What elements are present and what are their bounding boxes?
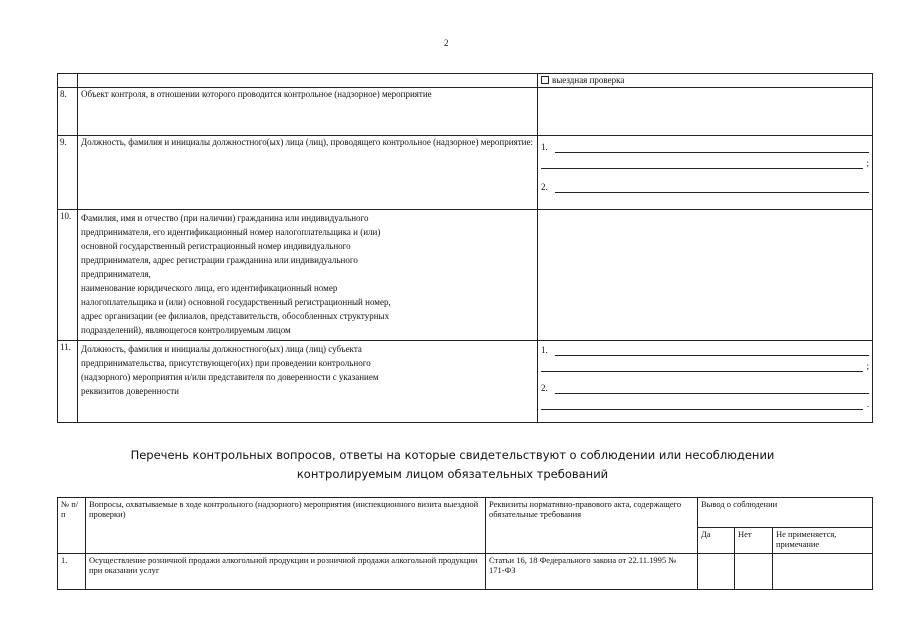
text-line: предпринимателя, его идентификационный номер налогоплательщика и (или) <box>81 227 381 237</box>
blank-label: 1. <box>541 142 548 152</box>
table-row <box>58 341 873 423</box>
text-line: Должность, фамилия и инициалы должностного(ых) лица (лиц) субъекта <box>81 344 362 354</box>
table-row <box>58 136 873 210</box>
text-line: предпринимателя, адрес регистрации гражданина или индивидуального <box>81 255 358 265</box>
row-number: 11. <box>58 341 78 423</box>
row-text: Должность, фамилия и инициалы должностного(ых) лица (лиц), проводящего контрольное (надзорное) мероприятие: <box>78 136 538 210</box>
col-questions-header: Вопросы, охватываемые в ходе контрольного (надзорного) мероприятия (инспекционного визита выездной проверки) <box>86 498 486 554</box>
row-text <box>78 341 538 423</box>
col-num-header: № п/п <box>58 498 86 554</box>
col-na-header: Не применяется, примечание <box>773 528 873 554</box>
text-line: основной государственный регистрационный номер индивидуального <box>81 241 351 251</box>
blank-label: 2. <box>541 182 548 192</box>
table-row <box>58 210 873 341</box>
checkbox-icon[interactable] <box>541 76 549 84</box>
text-line: налогоплательщика и (или) основной государственный регистрационный номер, <box>81 297 391 307</box>
table-row <box>58 74 873 88</box>
answer-cell[interactable] <box>538 210 873 341</box>
text-line: реквизитов доверенности <box>81 386 179 396</box>
na-cell[interactable] <box>773 554 873 590</box>
row-number: 10. <box>58 210 78 341</box>
text-line: адрес организации (ее филиалов, представительств, обособленных структурных <box>81 311 390 321</box>
inspection-info-table <box>57 73 873 423</box>
yes-cell[interactable] <box>698 554 735 590</box>
col-conclusion-header: Вывод о соблюдении <box>698 498 873 528</box>
col-no-header: Нет <box>735 528 773 554</box>
col-yes-header: Да <box>698 528 735 554</box>
blank-label: 1. <box>541 345 548 355</box>
table-header-row <box>58 498 873 528</box>
checklist-heading <box>70 446 835 484</box>
blank-label: 2. <box>541 383 548 393</box>
answer-cell[interactable]: 1. ; 2. <box>538 136 873 210</box>
row-number: 8. <box>58 88 78 136</box>
row-requisites: Статьи 16, 18 Федерального закона от 22.11.1995 № 171-ФЗ <box>486 554 698 590</box>
row-number: 9. <box>58 136 78 210</box>
checklist-table <box>57 497 873 590</box>
row-number: 1. <box>58 554 86 590</box>
text-line: подразделений), являющегося контролируемым лицом <box>81 325 291 335</box>
text-line: наименование юридического лица, его идентификационный номер <box>81 283 338 293</box>
text-line: предпринимательства, присутствующего(их) при проведении контрольного <box>81 358 371 368</box>
text-line: (надзорного) мероприятия и/или представителя по доверенности с указанием <box>81 372 379 382</box>
heading-line-2: контролируемым лицом обязательных требований <box>296 467 609 481</box>
table-row <box>58 554 873 590</box>
onsite-inspection-label: выездная проверка <box>552 75 625 85</box>
row-question: Осуществление розничной продажи алкогольной продукции и розничной продажи алкогольной продукции при оказании услуг <box>86 554 486 590</box>
answer-cell[interactable]: 1. ; 2. . <box>538 341 873 423</box>
no-cell[interactable] <box>735 554 773 590</box>
col-requisites-header: Реквизиты нормативно-правового акта, содержащего обязательные требования <box>486 498 698 554</box>
answer-cell[interactable] <box>538 88 873 136</box>
text-line: Фамилия, имя и отчество (при наличии) гражданина или индивидуального <box>81 213 369 223</box>
table-row <box>58 88 873 136</box>
row-text <box>78 210 538 341</box>
text-line: предпринимателя, <box>81 269 151 279</box>
row-text: Объект контроля, в отношении которого проводится контрольное (надзорное) мероприятие <box>78 88 538 136</box>
heading-line-1: Перечень контрольных вопросов, ответы на которые свидетельствуют о соблюдении или несоблюдении <box>130 448 775 462</box>
page-number: 2 <box>444 38 449 48</box>
